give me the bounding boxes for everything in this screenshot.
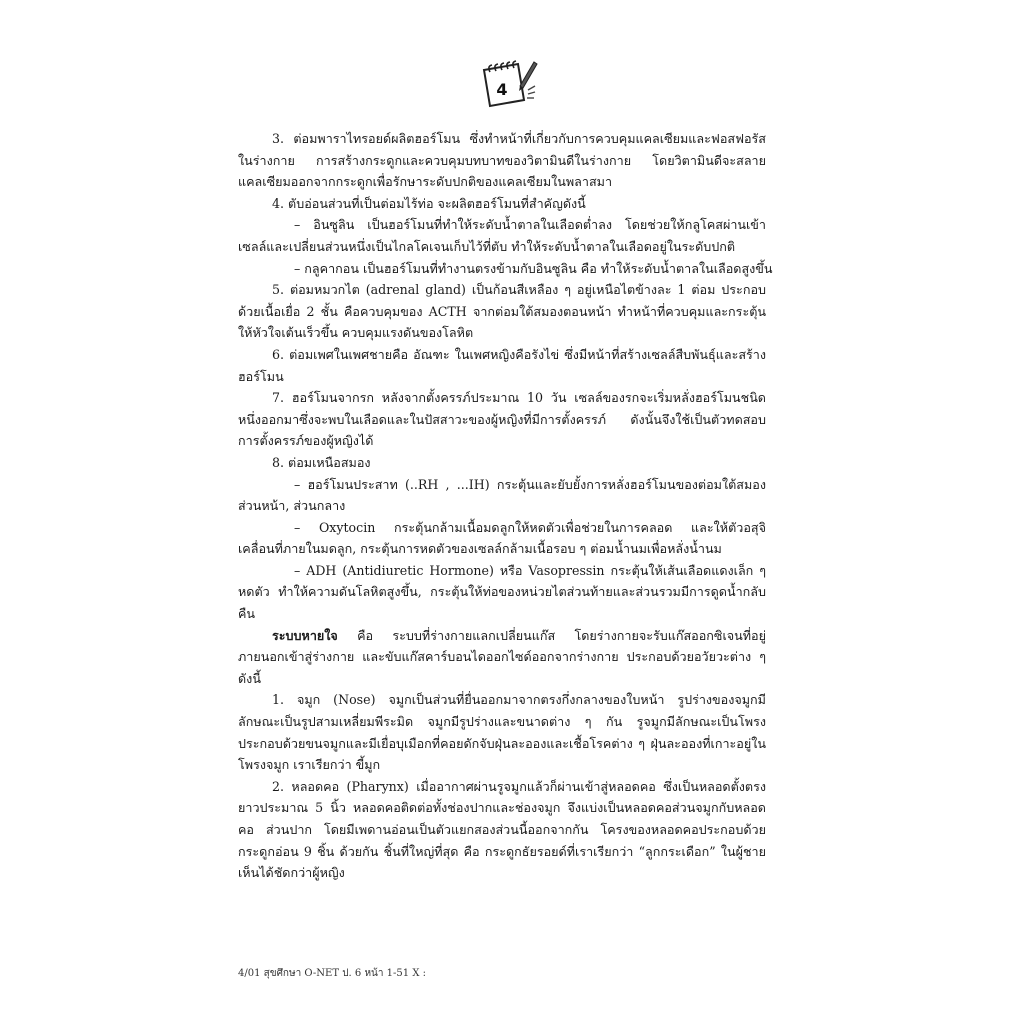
page-number: 4 — [496, 80, 508, 99]
paragraph-respiratory-intro — [238, 625, 766, 690]
paragraph-gonads: 6. ต่อมเพศในเพศชายคือ อัณฑะ ในเพศหญิงคือรังไข่ ซึ่งมีหน้าที่สร้างเซลล์สืบพันธุ์และสร้างฮอร์โมน — [238, 346, 766, 384]
document-body — [238, 128, 773, 884]
paragraph-glucagon: – กลูคากอน เป็นฮอร์โมนที่ทำงานตรงข้ามกับอินซูลิน คือ ทำให้ระดับน้ำตาลในเลือดสูงขึ้น — [294, 260, 773, 276]
paragraph-pharynx: 2. หลอดคอ (Pharynx) เมื่ออากาศผ่านรูจมูกแล้วก็ผ่านเข้าสู่หลอดคอ ซึ่งเป็นหลอดตั้งตรงยาวประมาณ 5 นิ้ว หลอดคอติดต่อทั้งช่องปากและช่องจมูก จึงแบ่งเป็นหลอดคอส่วนจมูกกับหลอดคอ ส่วนปาก โดยมีเพดานอ่อนเป็นตัวแยกสองส่วนนี้ออกจากกัน โครงของหลอดคอประกอบด้วยกระดูกอ่อน 9 ชิ้น ด้วยกัน ชิ้นที่ใหญ่ที่สุด คือ กระดูกธัยรอยด์ที่เราเรียกว่า “ลูกกระเดือก” ในผู้ชายเห็นได้ชัดกว่าผู้หญิง — [238, 778, 766, 881]
respiratory-heading: ระบบหายใจ — [272, 627, 338, 643]
paragraph-hypothalamus: 8. ต่อมเหนือสมอง — [272, 454, 371, 470]
paragraph-pancreas: 4. ตับอ่อนส่วนที่เป็นต่อมไร้ท่อ จะผลิตฮอร์โมนที่สำคัญดังนี้ — [272, 195, 586, 211]
respiratory-intro-text: คือ ระบบที่ร่างกายแลกเปลี่ยนแก๊ส โดยร่างกายจะรับแก๊สออกซิเจนที่อยู่ภายนอกเข้าสู่ร่างกาย และขับแก๊สคาร์บอนไดออกไซด์ออกจากร่างกาย ประกอบด้วยอวัยวะต่าง ๆ ดังนี้ — [238, 627, 766, 686]
paragraph-placenta: 7. ฮอร์โมนจากรก หลังจากตั้งครรภ์ประมาณ 10 วัน เซลล์ของรกจะเริ่มหลั่งฮอร์โมนชนิดหนึ่งออกมาซึ่งจะพบในเลือดและในปัสสาวะของผู้หญิงที่มีการตั้งครรภ์ ดังนั้นจึงใช้เป็นตัวทดสอบการตั้งครรภ์ของผู้หญิงได้ — [238, 390, 766, 449]
paragraph-oxytocin: – Oxytocin กระตุ้นกล้ามเนื้อมดลูกให้หดตัวเพื่อช่วยในการคลอด และให้ตัวอสุจิเคลื่อนที่ภายในมดลูก, กระตุ้นการหดตัวของเซลล์กล้ามเนื้อรอบ ๆ ต่อมน้ำนมเพื่อหลั่งน้ำนม — [238, 519, 766, 557]
paragraph-neurohormone: – ฮอร์โมนประสาท (..RH , ...IH) กระตุ้นและยับยั้งการหลั่งฮอร์โมนของต่อมใต้สมองส่วนหน้า, ส่วนกลาง — [238, 476, 766, 514]
paragraph-adrenal: 5. ต่อมหมวกไต (adrenal gland) เป็นก้อนสีเหลือง ๆ อยู่เหนือไตข้างละ 1 ต่อม ประกอบด้วยเนื้อเยื่อ 2 ชั้น คือควบคุมของ ACTH จากต่อมใต้สมองตอนหน้า ทำหน้าที่ควบคุมและกระตุ้นให้หัวใจเต้นเร็วขึ้น ควบคุมแรงดันของโลหิต — [238, 282, 766, 341]
page-footer: 4/01 สุขศึกษา O-NET ป. 6 หน้า 1-51 X : — [238, 968, 426, 979]
paragraph-adh: – ADH (Antidiuretic Hormone) หรือ Vasopressin กระตุ้นให้เส้นเลือดแดงเล็ก ๆ หดตัว ทำให้ความดันโลหิตสูงขึ้น, กระตุ้นให้ท่อของหน่วยไตส่วนท้ายและส่วนรวมมีการดูดน้ำกลับคืน — [238, 562, 766, 622]
paragraph-parathyroid: 3. ต่อมพาราไทรอยด์ผลิตฮอร์โมน ซึ่งทำหน้าที่เกี่ยวกับการควบคุมแคลเซียมและฟอสฟอรัสในร่างกาย การสร้างกระดูกและควบคุมบทบาทของวิตามินดีในร่างกาย โดยวิตามินดีจะสลายแคลเซียมออกจากกระดูกเพื่อรักษาระดับปกติของแคลเซียมในพลาสมา — [238, 131, 766, 190]
paragraph-nose: 1. จมูก (Nose) จมูกเป็นส่วนที่ยื่นออกมาจากตรงกึ่งกลางของใบหน้า รูปร่างของจมูกมีลักษณะเป็นรูปสามเหลี่ยมพีระมิด จมูกมีรูปร่างและขนาดต่าง ๆ กัน รูจมูกมีลักษณะเป็นโพรง ประกอบด้วยขนจมูกและมีเยื่อบุเมือกที่คอยดักจับฝุ่นละอองและเชื้อโรคต่าง ๆ ฝุ่นละอองที่เกาะอยู่ในโพรงจมูก เราเรียกว่า ขี้มูก — [238, 692, 766, 773]
paragraph-insulin: – อินซูลิน เป็นฮอร์โมนที่ทำให้ระดับน้ำตาลในเลือดต่ำลง โดยช่วยให้กลูโคสผ่านเข้าเซลล์และเปลี่ยนส่วนหนึ่งเป็นไกลโคเจนเก็บไว้ที่ตับ ทำให้ระดับน้ำตาลในเลือดอยู่ในระดับปกติ — [238, 217, 766, 254]
